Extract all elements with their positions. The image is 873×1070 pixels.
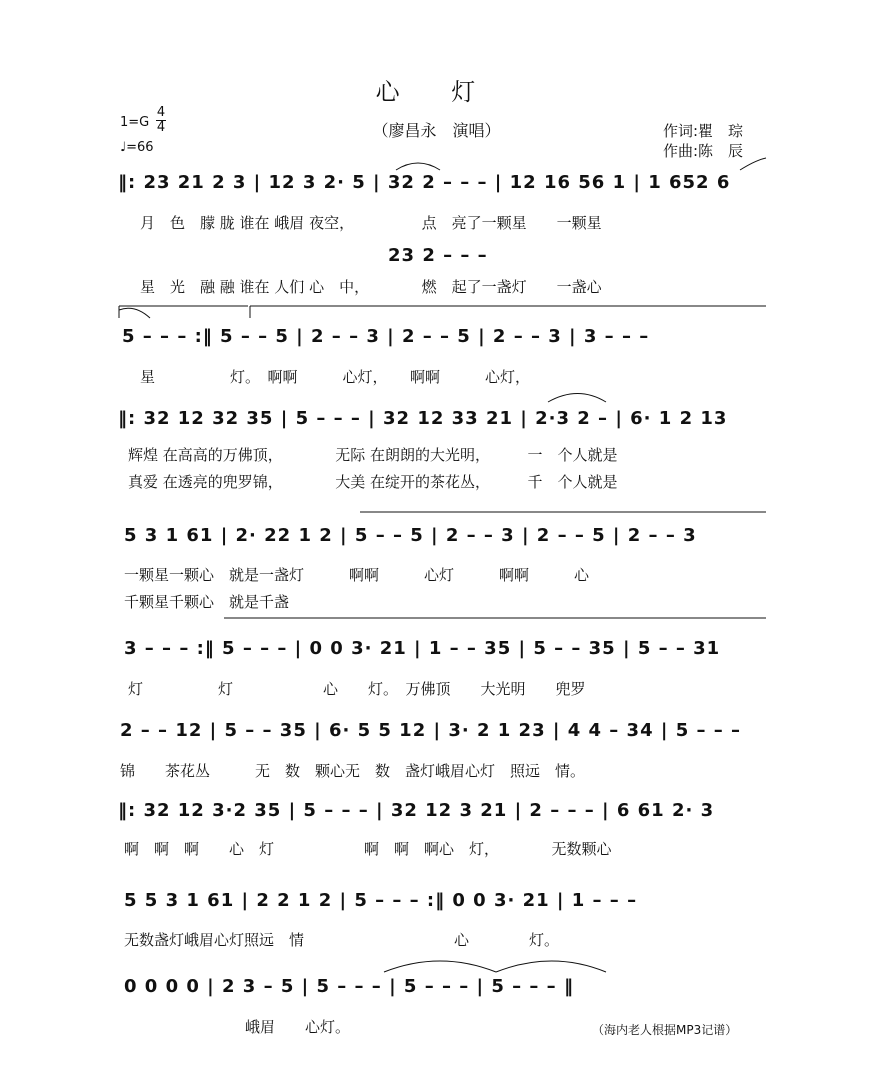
- lyrics-row-4a: 辉煌 在高高的万佛顶， 无际 在朗朗的大光明， 一 个人就是: [128, 446, 618, 464]
- notation-row-7: 2 – – 12 | 5 – – 35 | 6· 5 5 12 | 3· 2 1 23 | 4 4 – 34 | 5 – – –: [120, 720, 742, 741]
- tie-arc: [396, 163, 440, 170]
- notation-row-5: 5 3 1 61 | 2· 22 1 2 | 5 – – 5 | 2 – – 3 | 2 – – 5 | 2 – – 3: [124, 525, 697, 546]
- lyrics-row-2: 星 光 融 融 谁在 人们 心 中， 燃 起了一盏灯 一盏心: [140, 278, 602, 296]
- lyrics-row-9: 无数盏灯峨眉心灯照远 情 心 灯。: [124, 931, 560, 949]
- lyrics-row-5b: 千颗星千颗心 就是千盏: [124, 593, 290, 611]
- notation-row-1: ‖: 23 21 2 3 | 12 3 2· 5 | 32 2 – – – | 12 16 56 1 | 1 652 6: [118, 172, 731, 193]
- tie-arc: [384, 961, 496, 972]
- tempo-marking: ♩=66: [120, 140, 154, 155]
- notation-row-2: 23 2 – – –: [388, 245, 488, 266]
- key-signature: 1=G: [120, 115, 150, 130]
- lyrics-row-10: 峨眉 心灯。: [140, 1018, 351, 1036]
- notation-row-9: 5 5 3 1 61 | 2 2 1 2 | 5 – – – :‖ 0 0 3· 21 | 1 – – –: [124, 890, 638, 911]
- score-subtitle: （廖昌永 演唱）: [372, 121, 501, 140]
- time-bottom: 4: [156, 120, 166, 135]
- tie-arc: [740, 158, 766, 170]
- score-title: 心 灯: [375, 78, 498, 106]
- notation-row-8: ‖: 32 12 3·2 35 | 5 – – – | 32 12 3 21 | 2 – – – | 6 61 2· 3: [118, 800, 715, 821]
- lyricist-credit: 作词:瞿 琮: [663, 122, 744, 140]
- notation-row-4: ‖: 32 12 32 35 | 5 – – – | 32 12 33 21 | 2·3 2 – | 6· 1 2 13: [118, 408, 728, 429]
- lyrics-row-4b: 真爱 在透亮的兜罗锦， 大美 在绽开的茶花丛， 千 个人就是: [128, 473, 618, 491]
- lyrics-row-1: 月 色 朦 胧 谁在 峨眉 夜空， 点 亮了一颗星 一颗星: [140, 214, 602, 232]
- tie-arc: [496, 961, 606, 972]
- lyrics-row-3: 星 灯。 啊啊 心灯， 啊啊 心灯，: [140, 368, 531, 386]
- composer-credit: 作曲:陈 辰: [663, 142, 744, 160]
- notation-row-6: 3 – – – :‖ 5 – – – | 0 0 3· 21 | 1 – – 35 | 5 – – 35 | 5 – – 31: [124, 638, 721, 659]
- time-top: 4: [156, 105, 166, 120]
- notation-row-3: 5 – – – :‖ 5 – – 5 | 2 – – 3 | 2 – – 5 | 2 – – 3 | 3 – – –: [122, 326, 650, 347]
- lyrics-row-7: 锦 茶花丛 无 数 颗心无 数 盏灯峨眉心灯 照远 情。: [120, 762, 586, 780]
- lyrics-row-6: 灯 灯 心 灯。 万佛顶 大光明 兜罗: [128, 680, 586, 698]
- tie-arc: [548, 394, 606, 403]
- notation-row-10: 0 0 0 0 | 2 3 – 5 | 5 – – – | 5 – – – | 5 – – – ‖: [124, 976, 574, 997]
- transcription-note: （海内老人根据MP3记谱）: [592, 1023, 738, 1037]
- lyrics-row-8: 啊 啊 啊 心 灯 啊 啊 啊心 灯， 无数颗心: [124, 840, 612, 858]
- tie-arc: [119, 308, 150, 318]
- lyrics-row-5a: 一颗星一颗心 就是一盏灯 啊啊 心灯 啊啊 心: [124, 566, 590, 584]
